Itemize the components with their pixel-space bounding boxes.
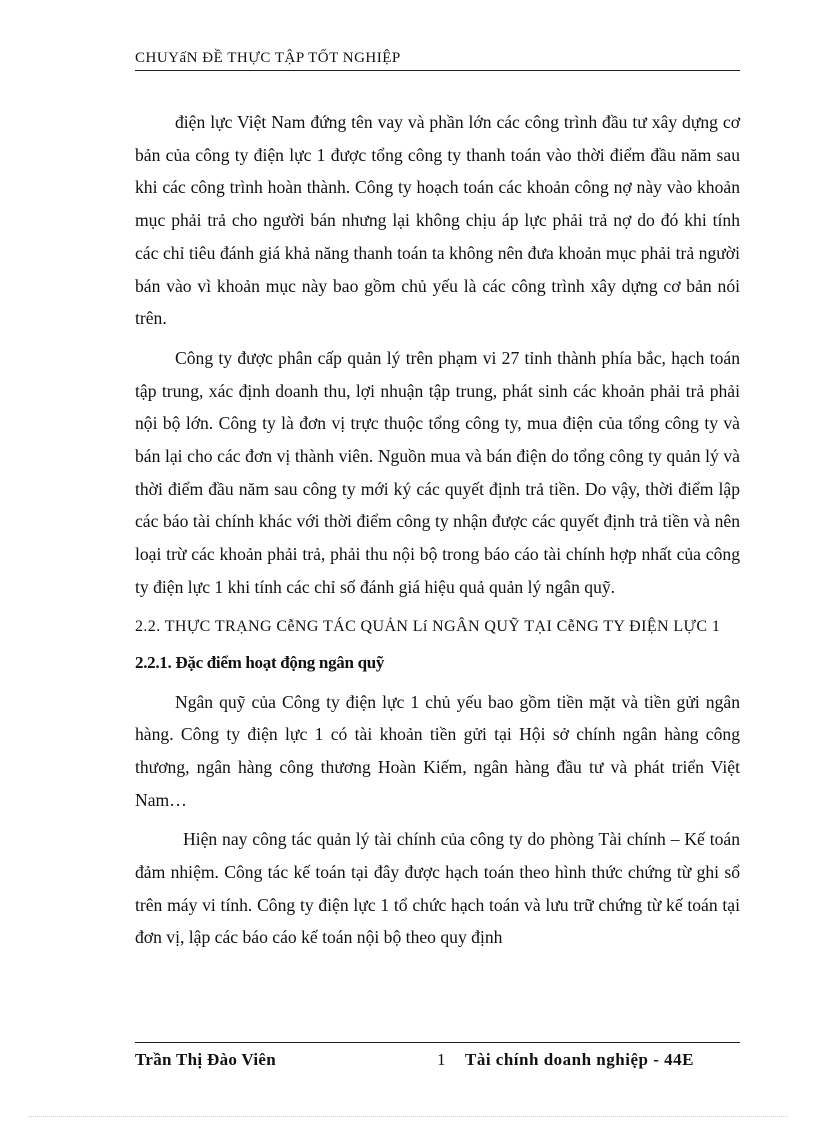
header-title: CHUYấN ĐỀ THỰC TẬP TỐT NGHIỆP xyxy=(135,50,401,66)
section-heading: 2.2. THỰC TRẠNG CễNG TÁC QUẢN Lí NGÂN QUỸ TẠI CễNG TY ĐIỆN LỰC 1 xyxy=(135,617,721,635)
paragraph-1: điện lực Việt Nam đứng tên vay và phần lớn các công trình đầu tư xây dựng cơ bản của công ty điện lực 1 được tổng công ty thanh toán vào thời điểm đầu năm sau khi các công trình hoàn thành. Công ty hoạch toán các khoản công nợ này vào khoản mục phải trả cho người bán nhưng lại không chịu áp lực phải trả nợ do đó khi tính các chỉ tiêu đánh giá khả năng thanh toán ta không nên đưa khoản mục phải trả người bán vào vì khoản mục này bao gồm chủ yếu là các công trình xây dựng cơ bản nói trên. xyxy=(135,112,740,329)
paragraph-2: Công ty được phân cấp quản lý trên phạm vi 27 tỉnh thành phía bắc, hạch toán tập trung, xác định doanh thu, lợi nhuận tập trung, phát sinh các khoản phải trả phải nội bộ lớn. Công ty là đơn vị trực thuộc tổng công ty, mua điện của tổng công ty và bán lại cho các đơn vị thành viên. Nguồn mua và bán điện do tổng công ty quản lý và thời điểm đầu năm sau công ty mới ký các quyết định trả tiền. Do vậy, thời điểm lập các báo tài chính khác với thời điểm công ty nhận được các quyết định trả tiền và nên loại trừ các khoản phải trả, phải thu nội bộ trong báo cáo tài chính hợp nhất của công ty điện lực 1 khi tính các chỉ số đánh giá hiệu quả quản lý ngân quỹ. xyxy=(135,347,740,597)
subsection-heading: 2.2.1. Đặc điểm hoạt động ngân quỹ xyxy=(135,652,385,672)
page-header xyxy=(135,48,740,71)
footer-author: Trần Thị Đào Viên xyxy=(135,1050,276,1069)
paragraph-3: Ngân quỹ của Công ty điện lực 1 chủ yếu bao gồm tiền mặt và tiền gửi ngân hàng. Công ty điện lực 1 có tài khoản tiền gửi tại Hội sở chính ngân hàng công thương, ngân hàng công thương Hoàn Kiếm, ngân hàng đầu tư và phát triển Việt Nam… xyxy=(135,691,740,810)
page-footer xyxy=(135,1042,740,1069)
page-bottom-border xyxy=(28,1116,788,1117)
document-body xyxy=(135,106,740,954)
paragraph-4: Hiện nay công tác quản lý tài chính của công ty do phòng Tài chính – Kế toán đảm nhiệm. Công tác kế toán tại đây được hạch toán theo hình thức chứng từ ghi sổ trên máy vi tính. Công ty điện lực 1 tổ chức hạch toán và lưu trữ chứng từ kế toán tại đơn vị, lập các báo cáo kế toán nội bộ theo quy định xyxy=(135,829,740,948)
footer-department: Tài chính doanh nghiệp - 44E xyxy=(465,1050,694,1069)
footer-page-number: 1 xyxy=(437,1050,446,1069)
